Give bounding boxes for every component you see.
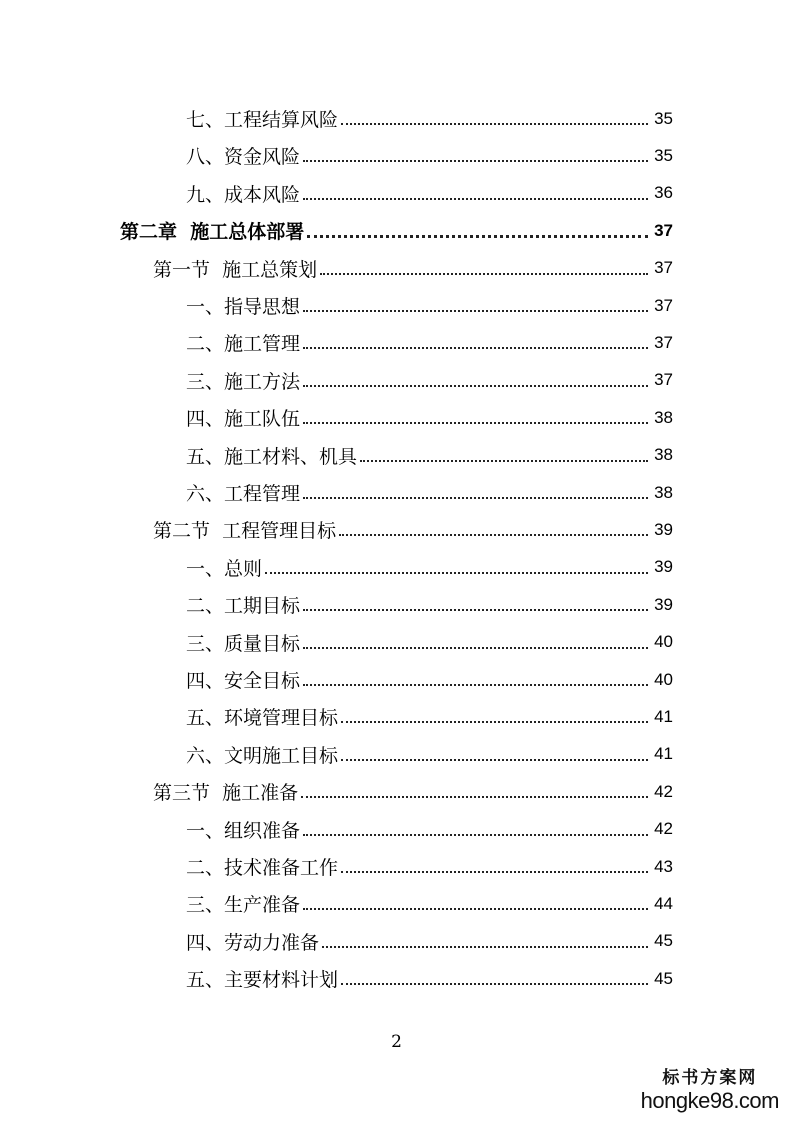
toc-entry[interactable] [186, 287, 673, 324]
toc-entry-page: 37 [654, 258, 673, 278]
toc-dot-leader [303, 833, 648, 836]
toc-entry-title: 第三节 施工准备 [153, 782, 299, 805]
toc-entry-page: 42 [654, 819, 673, 839]
toc-section-entry[interactable] [153, 511, 673, 548]
toc-entry-title: 一、组织准备 [186, 819, 301, 842]
toc-entry[interactable] [186, 848, 673, 885]
toc-entry[interactable] [186, 736, 673, 773]
toc-entry-page: 38 [654, 407, 673, 427]
toc-entry-page: 37 [654, 332, 673, 352]
toc-entry-title: 七、工程结算风险 [186, 109, 339, 131]
toc-dot-leader [265, 571, 648, 574]
toc-dot-leader [303, 683, 648, 686]
toc-dot-leader [320, 272, 648, 275]
toc-dot-leader [307, 234, 648, 238]
toc-entry-page: 35 [654, 145, 673, 165]
toc-section-entry[interactable] [153, 773, 673, 810]
toc-dot-leader [322, 945, 648, 948]
toc-entry[interactable] [186, 399, 673, 436]
toc-dot-leader [303, 197, 648, 200]
toc-entry-page: 40 [654, 632, 673, 652]
toc-entry[interactable] [186, 885, 673, 922]
toc-entry-title: 二、技术准备工作 [186, 857, 339, 879]
toc-dot-leader [341, 870, 648, 873]
toc-entry-title: 三、施工方法 [186, 370, 301, 393]
toc-entry[interactable] [186, 624, 673, 661]
toc-dot-leader [360, 459, 648, 462]
toc-dot-leader [303, 608, 648, 611]
toc-entry[interactable] [186, 175, 673, 212]
toc-entry-title: 第二节 工程管理目标 [153, 520, 337, 543]
toc-dot-leader [303, 309, 648, 312]
toc-entry[interactable] [186, 549, 673, 586]
toc-entry[interactable] [186, 474, 673, 511]
toc-entry[interactable] [186, 324, 673, 361]
toc-entry-title: 四、施工队伍 [186, 408, 301, 431]
toc-entry[interactable] [186, 698, 673, 735]
toc-entry-title: 五、环境管理目标 [186, 707, 339, 730]
toc-entry-page: 41 [654, 706, 673, 726]
toc-entry-title: 三、生产准备 [186, 894, 301, 917]
toc-entry[interactable] [186, 437, 673, 474]
toc-entry-title: 三、质量目标 [186, 632, 301, 655]
watermark-name: 标书方案网 [662, 1068, 758, 1088]
toc-entry-page: 44 [654, 893, 673, 913]
toc-entry[interactable] [186, 923, 673, 960]
toc-dot-leader [303, 496, 648, 499]
watermark-url: hongke98.com [640, 1088, 779, 1113]
toc-entry-page: 39 [654, 557, 673, 577]
toc-entry-title: 第二章 施工总体部署 [120, 221, 305, 244]
toc-dot-leader [303, 421, 648, 424]
toc-entry-title: 四、劳动力准备 [186, 931, 320, 954]
toc-entry-page: 42 [654, 781, 673, 801]
page-number: 2 [391, 1032, 402, 1052]
site-watermark [641, 1063, 779, 1114]
toc-entry[interactable] [186, 362, 673, 399]
toc-entry-title: 一、指导思想 [186, 296, 301, 318]
toc-entry[interactable] [186, 586, 673, 623]
toc-entry-title: 二、施工管理 [186, 333, 301, 356]
toc-entry-page: 39 [654, 519, 673, 539]
toc-entry-title: 九、成本风险 [186, 183, 301, 206]
toc-dot-leader [341, 982, 648, 985]
toc-dot-leader [303, 346, 648, 349]
toc-entry-page: 38 [654, 445, 673, 465]
toc-entry-page: 36 [654, 183, 673, 203]
toc-dot-leader [339, 533, 648, 536]
toc-entry-title: 八、资金风险 [186, 146, 301, 169]
toc-entry-page: 37 [654, 295, 673, 315]
toc-entry-title: 五、主要材料计划 [186, 969, 339, 992]
toc-entry-page: 43 [654, 856, 673, 876]
toc-entry[interactable] [186, 811, 673, 848]
toc-entry-page: 45 [654, 968, 673, 988]
toc-chapter-entry[interactable] [120, 212, 673, 249]
toc-entry-title: 二、工期目标 [186, 595, 301, 618]
toc-entry-title: 六、文明施工目标 [186, 744, 339, 767]
toc-dot-leader [341, 720, 648, 723]
toc-dot-leader [303, 384, 648, 387]
toc-dot-leader [341, 122, 648, 125]
toc-section-entry[interactable] [153, 250, 673, 287]
toc-entry-title: 第一节 施工总策划 [153, 258, 318, 281]
toc-entry-title: 五、施工材料、机具 [186, 445, 358, 468]
toc-entry[interactable] [186, 100, 673, 137]
toc-dot-leader [303, 646, 648, 649]
toc-entry[interactable] [186, 137, 673, 174]
toc-entry-title: 四、安全目标 [186, 670, 301, 692]
toc-dot-leader [341, 758, 648, 761]
toc-dot-leader [301, 795, 648, 798]
toc-entry-page: 37 [654, 370, 673, 390]
toc-entry-page: 45 [654, 931, 673, 951]
toc-entry-page: 37 [654, 220, 673, 240]
toc-entry-title: 六、工程管理 [186, 483, 301, 505]
toc-entry[interactable] [186, 960, 673, 997]
toc-entry-page: 40 [654, 669, 673, 689]
toc-entry[interactable] [186, 661, 673, 698]
toc-dot-leader [303, 907, 648, 910]
toc-dot-leader [303, 159, 648, 162]
toc-entry-page: 39 [654, 594, 673, 614]
toc-entry-page: 41 [654, 744, 673, 764]
toc-entry-title: 一、总则 [186, 557, 263, 580]
toc-entry-page: 35 [654, 108, 673, 128]
toc-entry-page: 38 [654, 482, 673, 502]
